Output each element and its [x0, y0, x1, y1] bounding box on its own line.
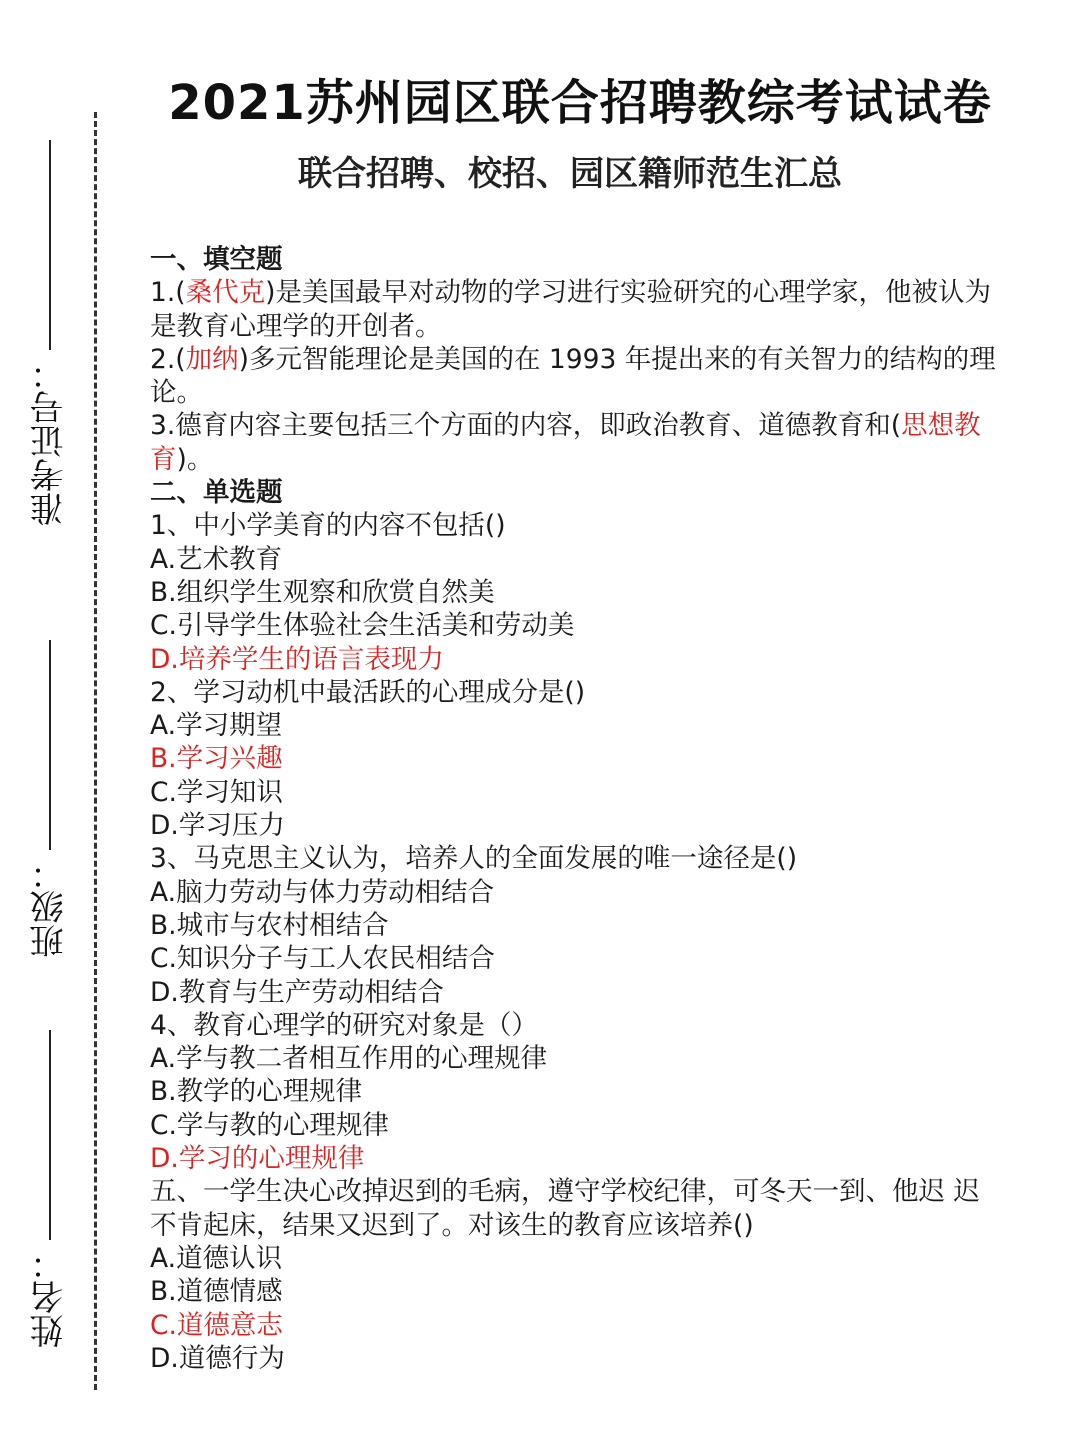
mc-question-3-stem: 3、马克思主义认为，培养人的全面发展的唯一途径是(): [150, 843, 798, 875]
fill-question-2-cont: 论。: [150, 377, 203, 409]
q2-rest: )多元智能理论是美国的在 1993 年提出来的有关智力的结构的理: [238, 343, 996, 375]
fill-question-2: [150, 343, 1030, 376]
q3-answer-part1: 思想教: [901, 410, 981, 442]
name-field: [30, 1030, 70, 1348]
exam-content: [150, 243, 1030, 1375]
q3-text: 3.德育内容主要包括三个方面的内容，即政治教育、道德教育和(: [150, 410, 902, 442]
binding-dashed-line: [94, 112, 97, 1390]
mc-question-1-stem: 1、中小学美育的内容不包括(): [150, 510, 506, 542]
fill-question-3: [150, 409, 1030, 442]
exam-id-field: [30, 140, 70, 526]
mc-question-2-option-b-answer: B.学习兴趣: [150, 743, 283, 775]
mc-question-5-option-a: A.道德认识: [150, 1242, 283, 1274]
mc-question-2-option-a: A.学习期望: [150, 710, 283, 742]
mc-question-3-option-a: A.脑力劳动与体力劳动相结合: [150, 876, 495, 908]
section-heading-single-choice: 二、单选题: [150, 477, 283, 509]
mc-question-5-stem-cont: 不肯起床，结果又迟到了。对该生的教育应该培养(): [150, 1209, 754, 1241]
q3-answer-part2: 育: [150, 443, 177, 475]
mc-question-4-option-a: A.学与教二者相互作用的心理规律: [150, 1043, 548, 1075]
name-underline: [49, 1030, 51, 1240]
section-heading-fill-blank: 一、填空题: [150, 244, 283, 275]
mc-question-1-option-a: A.艺术教育: [150, 543, 283, 575]
mc-question-1-option-b: B.组织学生观察和欣赏自然美: [150, 576, 495, 608]
mc-question-5-option-d: D.道德行为: [150, 1342, 285, 1374]
q3-suffix: )。: [176, 443, 214, 475]
q1-rest: )是美国最早对动物的学习进行实验研究的心理学家，他被认为: [265, 277, 991, 309]
mc-question-1-option-c: C.引导学生体验社会生活美和劳动美: [150, 610, 575, 642]
q2-prefix: 2.(: [150, 343, 186, 375]
mc-question-4-option-d-answer: D.学习的心理规律: [150, 1143, 365, 1175]
mc-question-4-option-b: B.教学的心理规律: [150, 1076, 363, 1108]
exam-id-underline: [49, 140, 51, 350]
mc-question-5-option-b: B.道德情感: [150, 1276, 283, 1308]
q2-answer: 加纳: [185, 343, 239, 375]
class-field: [30, 640, 70, 958]
page-subtitle: 联合招聘、校招、园区籍师范生汇总: [298, 154, 842, 194]
mc-question-3-option-b: B.城市与农村相结合: [150, 909, 389, 941]
mc-question-3-option-c: C.知识分子与工人农民相结合: [150, 943, 495, 975]
mc-question-5-stem: 五、一学生决心改掉迟到的毛病，遵守学校纪律，可冬天一到、他迟 迟: [150, 1176, 980, 1208]
exam-id-label: 准考证号：: [30, 356, 70, 526]
mc-question-2-option-d: D.学习压力: [150, 810, 285, 842]
mc-question-4-option-c: C.学与教的心理规律: [150, 1109, 389, 1141]
fill-question-1: [150, 276, 1030, 309]
class-label: 班级：: [30, 856, 70, 958]
mc-question-4-stem: 4、教育心理学的研究对象是（）: [150, 1009, 538, 1041]
class-underline: [49, 640, 51, 850]
mc-question-3-option-d: D.教育与生产劳动相结合: [150, 976, 444, 1008]
q1-answer: 桑代克: [185, 277, 266, 309]
name-label: 姓名：: [30, 1246, 70, 1348]
fill-question-1-cont: 是教育心理学的开创者。: [150, 310, 442, 342]
mc-question-1-option-d-answer: D.培养学生的语言表现力: [150, 643, 444, 675]
page-title: 2021苏州园区联合招聘教综考试试卷: [168, 75, 992, 131]
mc-question-2-option-c: C.学习知识: [150, 776, 283, 808]
fill-question-3-cont: [150, 443, 1030, 476]
q1-prefix: 1.(: [150, 277, 186, 309]
mc-question-5-option-c-answer: C.道德意志: [150, 1309, 283, 1341]
mc-question-2-stem: 2、学习动机中最活跃的心理成分是(): [150, 676, 586, 708]
